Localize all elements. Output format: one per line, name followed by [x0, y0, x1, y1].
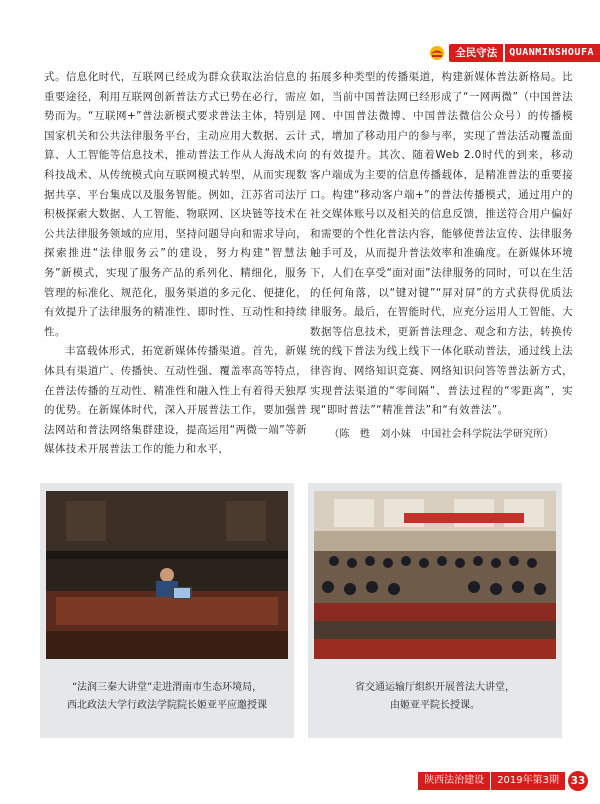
paragraph: 拓展多种类型的传播渠道，构建新媒体普法新格局。比如，当前中国普法网已经形成了“一网两微”（中国普法网、中国普法微博、中国普法微信公众号）的传播模式，增加了移动用户的参与率，实现了普法活动覆盖面的有效提升。其次、随着Web 2.0时代的到来，移动客户端成为主要的信息传播载体，是精准普法的重要接口。构建“移动客户端+”的普法传播模式，通过用户的社交媒体账号以及相关的信息反馈，推送符合用户偏好和需要的个性化普法内容，能够使普法宣传、法律服务触手可及，从而提升普法效率和准确度。在新媒体环境下，人们在享受“面对面”法律服务的同时，可以在生活的任何角落，以“键对键”“屏对屏”的方式获得优质法律服务。最后，在智能时代，应充分运用人工智能、大数据等信息技术，更新普法理念、观念和方法，转换传统的线下普法为线上线下一体化联动普法，通过线上法律咨询、网络知识竞赛、网络知识问答等普法新方式，实现普法渠道的“零间隔”、普法过程的“零距离”，实现“即时普法”“精准普法”和“有效普法”。 — [310, 71, 573, 417]
section-header — [427, 44, 600, 62]
page-number: 33 — [568, 771, 588, 791]
author-line: （陈 甦 刘小妹 中国社会科学院法学研究所） — [329, 428, 554, 440]
photo-panel-right — [308, 483, 562, 738]
photo-caption-right — [316, 679, 554, 715]
issue-label: 2019年第3期 — [490, 772, 565, 790]
section-logo-icon — [427, 44, 447, 62]
caption-line: 由姬亚平院长授课。 — [390, 700, 480, 711]
caption-line: 西北政法大学行政法学院院长姬亚平应邀授课 — [67, 700, 267, 711]
section-tag-en: QUANMINSHOUFA — [503, 44, 600, 62]
section-tag-cn: 全民守法 — [449, 44, 503, 62]
page-footer — [418, 772, 588, 790]
paragraph: 丰富载体形式，拓宽新媒体传播渠道。首先，新媒体具有渠道广、传播快、互动性强、覆盖率高等特点，在普法传播的互动性、精准性和融入性上有着得天独厚的优势。在新媒体时代，深入开展普法工作，要加强普法网站和普法网络集群建设，提高运用“两微一端”等新媒体技术开展普法工作的能力和水平， — [44, 345, 307, 456]
lecture-photo-audience — [314, 491, 556, 659]
paragraph: 式。信息化时代，互联网已经成为群众获取法治信息的重要途径，利用互联网创新普法方式已势在必行，需应势而为。“互联网+”普法新模式要求普法主体，特别是国家机关和公共法律服务平台，主动应用大数据、云计算、人工智能等信息技术，推动普法工作从人海战术向科技战术、从传统模式向互联网模式转型，从而实现数据共享、平台集成以及服务智能。例如，江苏省司法厅积极探索大数据、人工智能、物联网、区块链等技术在公共法律服务领域的应用，坚持问题导向和需求导向，探索推进“法律服务云”的建设，努力构建“智慧法务”新模式，实现了服务产品的系列化、精细化，服务管理的标准化、规范化，服务渠道的多元化、便捷化，有效提升了法律服务的精准性、即时性、互动性和持续性。 — [44, 71, 307, 338]
left-text-column — [44, 68, 307, 460]
lecture-photo-speaker — [46, 491, 288, 659]
photo-panel-left — [40, 483, 294, 738]
magazine-name: 陕西法治建设 — [418, 772, 490, 790]
caption-line: 省交通运输厅组织开展普法大讲堂， — [355, 682, 515, 693]
right-text-column — [310, 68, 573, 444]
photo-caption-left — [48, 679, 286, 715]
caption-line: “法润三秦大讲堂”走进渭南市生态环境局， — [71, 682, 263, 693]
